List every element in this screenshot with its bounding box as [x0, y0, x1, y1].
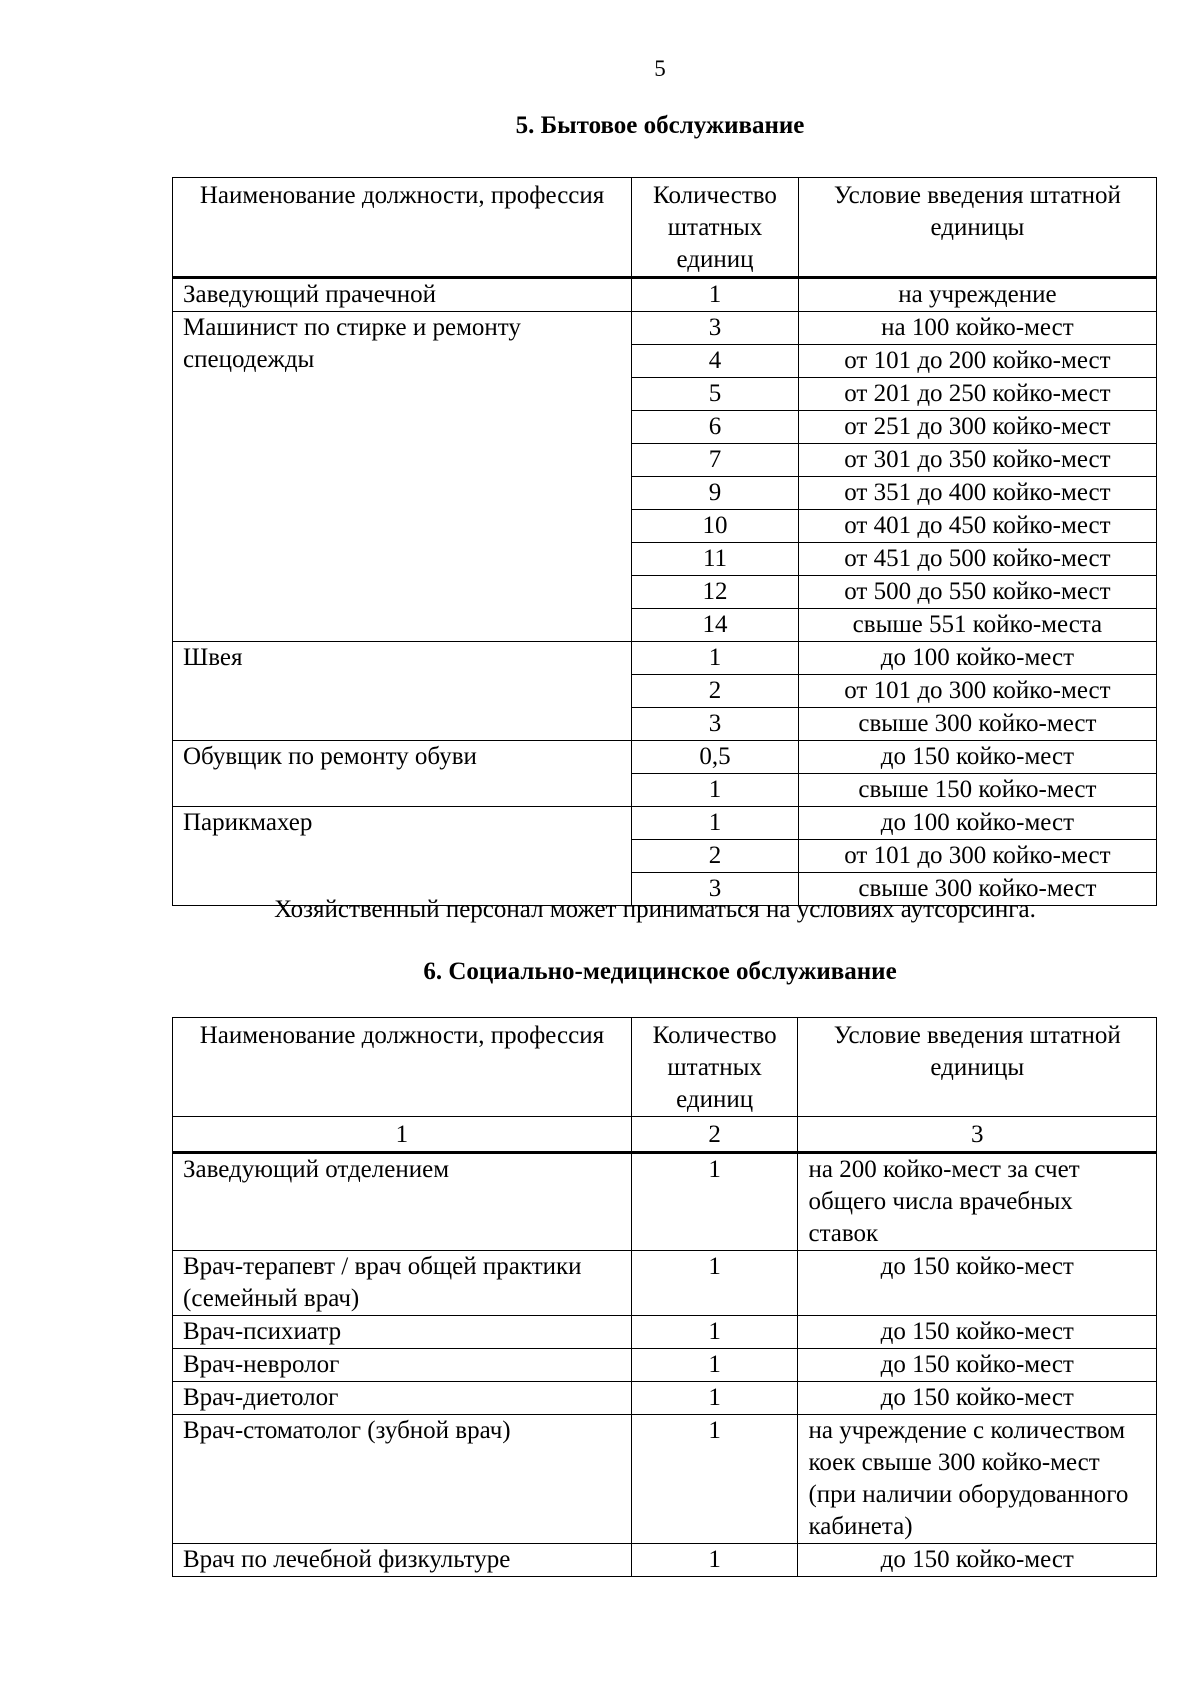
- table-row: [173, 278, 1157, 312]
- page-number: 5: [654, 56, 666, 81]
- count-cell: 11: [632, 543, 799, 576]
- header-position: Наименование должности, профессия: [173, 1018, 632, 1117]
- condition-cell: от 451 до 500 койко-мест: [798, 543, 1156, 576]
- condition-cell: до 150 койко-мест: [798, 741, 1156, 774]
- count-cell: 6: [632, 411, 799, 444]
- position-cell: Врач по лечебной физкультуре: [173, 1544, 632, 1577]
- count-cell: 3: [632, 312, 799, 345]
- count-cell: 1: [632, 278, 799, 312]
- count-cell: 14: [632, 609, 799, 642]
- condition-cell: на учреждение с количеством коек свыше 300 койко-мест (при наличии оборудованного кабинета): [798, 1415, 1157, 1544]
- condition-cell: от 500 до 550 койко-мест: [798, 576, 1156, 609]
- count-cell: 0,5: [632, 741, 799, 774]
- table-row: [173, 741, 1157, 774]
- table-row: [173, 1415, 1157, 1544]
- count-cell: 1: [632, 807, 799, 840]
- condition-cell: от 401 до 450 койко-мест: [798, 510, 1156, 543]
- column-number-3: 3: [798, 1117, 1157, 1153]
- condition-cell: от 101 до 300 койко-мест: [798, 840, 1156, 873]
- table-row: [173, 807, 1157, 840]
- condition-cell: на 100 койко-мест: [798, 312, 1156, 345]
- condition-cell: свыше 300 койко-мест: [798, 708, 1156, 741]
- header-condition: Условие введения штатной единицы: [798, 1018, 1157, 1117]
- position-cell: Врач-стоматолог (зубной врач): [173, 1415, 632, 1544]
- position-cell: Обувщик по ремонту обуви: [173, 741, 632, 807]
- table-row: [173, 1382, 1157, 1415]
- count-cell: 1: [631, 1544, 798, 1577]
- column-number-1: 1: [173, 1117, 632, 1153]
- header-count: Количество штатных единиц: [632, 178, 799, 278]
- table-header-row: [173, 178, 1157, 278]
- count-cell: 7: [632, 444, 799, 477]
- table-row: [173, 312, 1157, 345]
- condition-cell: от 101 до 200 койко-мест: [798, 345, 1156, 378]
- table-row: [173, 1316, 1157, 1349]
- position-cell: Врач-терапевт / врач общей практики (семейный врач): [173, 1251, 632, 1316]
- condition-cell: от 201 до 250 койко-мест: [798, 378, 1156, 411]
- count-cell: 1: [631, 1415, 798, 1544]
- condition-cell: свыше 300 койко-мест: [798, 873, 1156, 906]
- outsourcing-note: Хозяйственный персонал может приниматься на условиях аутсорсинга.: [274, 896, 1036, 923]
- condition-cell: на учреждение: [798, 278, 1156, 312]
- position-cell: Врач-диетолог: [173, 1382, 632, 1415]
- table-row: [173, 1349, 1157, 1382]
- table-header-row: [173, 1018, 1157, 1117]
- header-count: Количество штатных единиц: [631, 1018, 798, 1117]
- section-6-title: 6. Социально-медицинское обслуживание: [423, 958, 897, 985]
- count-cell: 5: [632, 378, 799, 411]
- header-condition: Условие введения штатной единицы: [798, 178, 1156, 278]
- social-medical-services-table: [172, 1017, 1157, 1577]
- condition-cell: на 200 койко-мест за счет общего числа врачебных ставок: [798, 1153, 1157, 1251]
- column-number-2: 2: [631, 1117, 798, 1153]
- position-cell: Швея: [173, 642, 632, 741]
- position-cell: Врач-невролог: [173, 1349, 632, 1382]
- position-cell: Машинист по стирке и ремонту спецодежды: [173, 312, 632, 642]
- condition-cell: свыше 150 койко-мест: [798, 774, 1156, 807]
- condition-cell: до 150 койко-мест: [798, 1349, 1157, 1382]
- table-row: [173, 642, 1157, 675]
- condition-cell: до 150 койко-мест: [798, 1316, 1157, 1349]
- position-cell: Парикмахер: [173, 807, 632, 906]
- count-cell: 1: [632, 774, 799, 807]
- condition-cell: до 100 койко-мест: [798, 807, 1156, 840]
- condition-cell: от 251 до 300 койко-мест: [798, 411, 1156, 444]
- condition-cell: до 150 койко-мест: [798, 1382, 1157, 1415]
- count-cell: 2: [632, 675, 799, 708]
- table-row: [173, 1251, 1157, 1316]
- position-cell: Заведующий отделением: [173, 1153, 632, 1251]
- column-number-row: [173, 1117, 1157, 1153]
- condition-cell: до 150 койко-мест: [798, 1251, 1157, 1316]
- position-cell: Заведующий прачечной: [173, 278, 632, 312]
- condition-cell: от 301 до 350 койко-мест: [798, 444, 1156, 477]
- position-cell: Врач-психиатр: [173, 1316, 632, 1349]
- table-row: [173, 1544, 1157, 1577]
- condition-cell: от 101 до 300 койко-мест: [798, 675, 1156, 708]
- count-cell: 3: [632, 708, 799, 741]
- count-cell: 2: [632, 840, 799, 873]
- count-cell: 1: [632, 642, 799, 675]
- condition-cell: до 150 койко-мест: [798, 1544, 1157, 1577]
- count-cell: 9: [632, 477, 799, 510]
- condition-cell: свыше 551 койко-места: [798, 609, 1156, 642]
- count-cell: 1: [631, 1382, 798, 1415]
- count-cell: 10: [632, 510, 799, 543]
- count-cell: 1: [631, 1153, 798, 1251]
- count-cell: 12: [632, 576, 799, 609]
- count-cell: 1: [631, 1349, 798, 1382]
- household-services-table: [172, 177, 1157, 906]
- count-cell: 1: [631, 1316, 798, 1349]
- section-5-title: 5. Бытовое обслуживание: [515, 112, 805, 139]
- table-row: [173, 1153, 1157, 1251]
- header-position: Наименование должности, профессия: [173, 178, 632, 278]
- count-cell: 3: [632, 873, 799, 906]
- condition-cell: до 100 койко-мест: [798, 642, 1156, 675]
- count-cell: 1: [631, 1251, 798, 1316]
- condition-cell: от 351 до 400 койко-мест: [798, 477, 1156, 510]
- count-cell: 4: [632, 345, 799, 378]
